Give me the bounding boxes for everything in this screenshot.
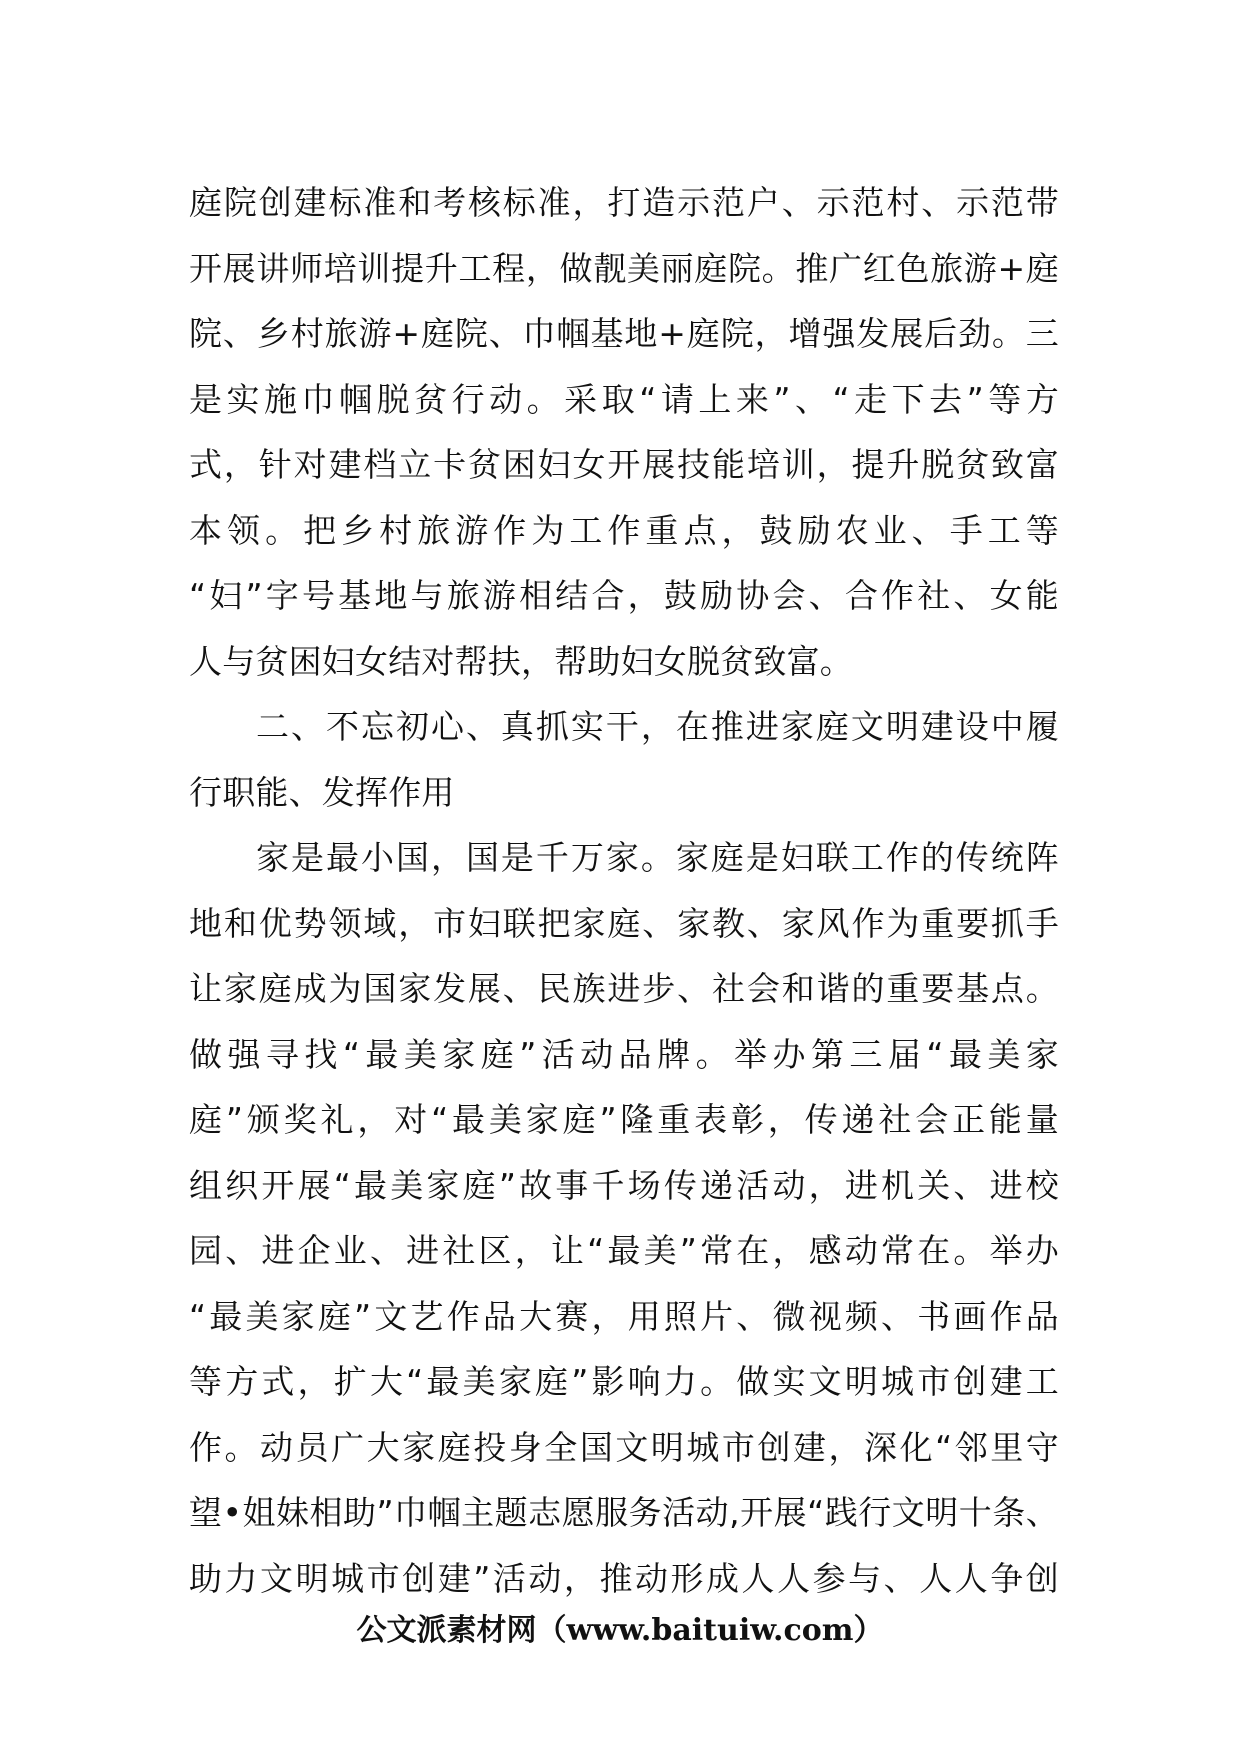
text-line-12: 地和优势领域，市妇联把家庭、家教、家风作为重要抓手	[189, 903, 1059, 943]
text-line-22: 助力文明城市创建”活动，推动形成人人参与、人人争创	[189, 1558, 1059, 1598]
text-line-5: 式，针对建档立卡贫困妇女开展技能培训，提升脱贫致富	[189, 445, 1059, 484]
text-line-4: 是实施巾帼脱贫行动。采取“请上来”、“走下去”等方	[189, 379, 1059, 419]
body-text	[189, 170, 1059, 1611]
footer-watermark: 公文派素材网（www.baituiw.com）	[356, 1613, 884, 1648]
text-line-15: 庭”颁奖礼，对“最美家庭”隆重表彰，传递社会正能量	[189, 1100, 1059, 1139]
text-line-21: 望•姐妹相助”巾帼主题志愿服务活动,开展“践行文明十条、	[189, 1493, 1059, 1532]
text-line-20: 作。动员广大家庭投身全国文明城市创建，深化“邻里守	[189, 1427, 1059, 1467]
section-heading-line-2: 行职能、发挥作用	[189, 772, 455, 812]
text-line-8: 人与贫困妇女结对帮扶，帮助妇女脱贫致富。	[189, 641, 853, 681]
text-line-3: 院、乡村旅游+庭院、巾帼基地+庭院，增强发展后劲。三	[189, 314, 1059, 353]
text-line-1: 庭院创建标准和考核标准，打造示范户、示范村、示范带	[189, 183, 1059, 222]
text-line-16: 组织开展“最美家庭”故事千场传递活动，进机关、进校	[189, 1165, 1059, 1205]
text-line-18: “最美家庭”文艺作品大赛，用照片、微视频、书画作品	[189, 1296, 1059, 1336]
text-line-6: 本领。把乡村旅游作为工作重点，鼓励农业、手工等	[189, 510, 1059, 550]
text-line-7: “妇”字号基地与旅游相结合，鼓励协会、合作社、女能	[189, 576, 1059, 615]
text-line-11: 家是最小国，国是千万家。家庭是妇联工作的传统阵	[256, 838, 1059, 877]
section-heading-line-1: 二、不忘初心、真抓实干，在推进家庭文明建设中履	[256, 707, 1059, 746]
text-line-2: 开展讲师培训提升工程，做靓美丽庭院。推广红色旅游+庭	[189, 248, 1059, 288]
text-line-13: 让家庭成为国家发展、民族进步、社会和谐的重要基点。	[189, 969, 1059, 1008]
text-line-17: 园、进企业、进社区，让“最美”常在，感动常在。举办	[189, 1231, 1059, 1270]
text-line-14: 做强寻找“最美家庭”活动品牌。举办第三届“最美家	[189, 1034, 1059, 1074]
text-line-19: 等方式，扩大“最美家庭”影响力。做实文明城市创建工	[189, 1362, 1059, 1401]
